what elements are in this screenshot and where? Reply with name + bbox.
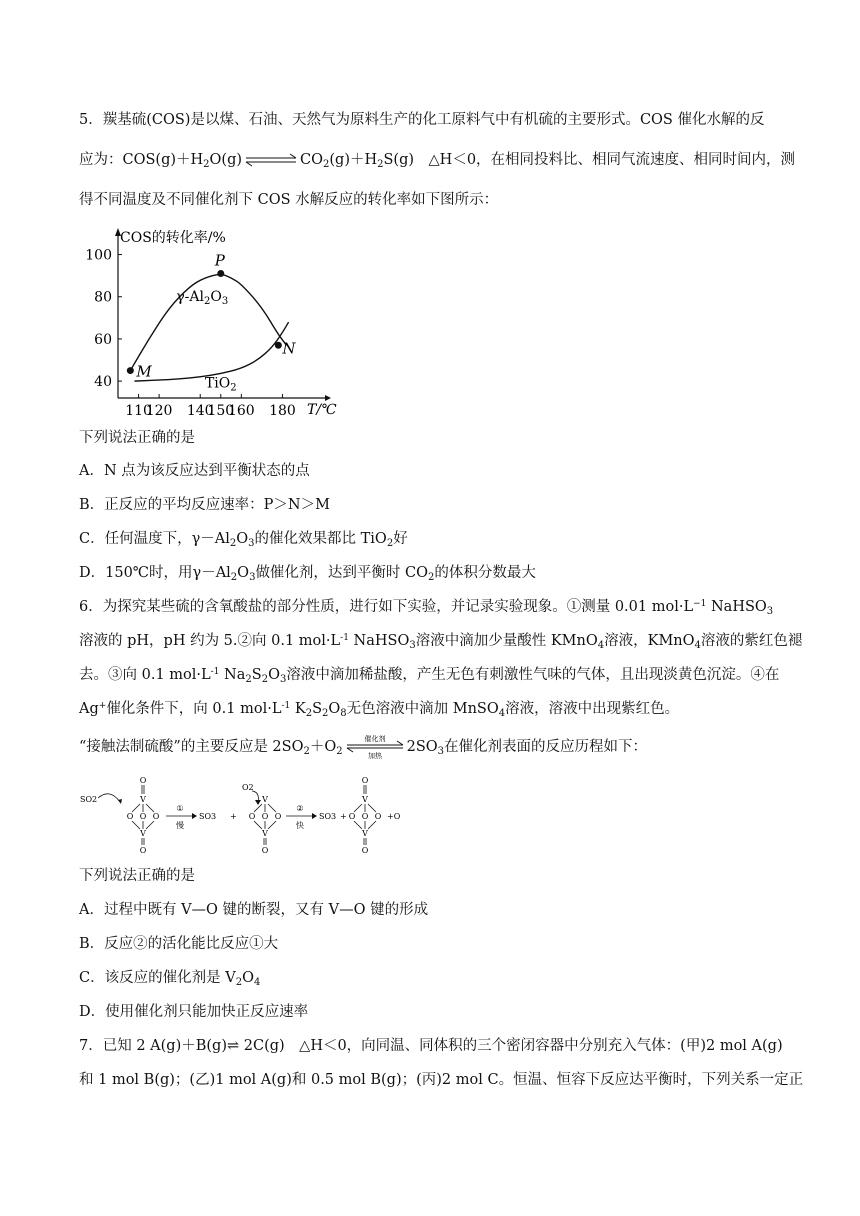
q5-option-d[interactable]: D．150℃时，用$\gamma-Al_2O_3$做催化剂，达到平衡时 $CO_2$的体积分数最大 — [79, 565, 536, 583]
point-label-M: M — [136, 362, 152, 381]
svg-text:O: O — [139, 846, 147, 854]
q5-stem-line-3: 得不同温度及不同催化剂下 COS 水解反应的转化率如下图所示： — [79, 192, 499, 208]
point-N — [275, 342, 282, 349]
catalytic-equilibrium-arrow-icon — [343, 737, 407, 757]
q6-stem-line-3: 去。③向 0.1 $mol\cdot L^{-1}$ $Na_2S_2O_3$溶液中滴加稀盐酸，产生无色有刺激性气味的气体，且出现淡黄色沉淀。④在 — [79, 667, 780, 685]
q6-stem-line-2: 溶液的 pH，pH 约为 5.②向 0.1 $mol\cdot L^{-1}$ NaHSO$_3$溶液中滴加少量酸性 KMnO$_4$溶液，KMnO$_4$溶液的紫红色褪 — [79, 633, 803, 651]
svg-text:+: + — [230, 812, 237, 821]
v2o5-structure-2 — [349, 776, 382, 854]
y-tick-label: 80 — [94, 289, 112, 306]
equilibrium-arrow-icon — [242, 150, 300, 170]
q5-prompt: 下列说法正确的是 — [79, 430, 195, 446]
svg-text:①: ① — [176, 804, 184, 813]
x-tick-label: 160 — [227, 403, 255, 418]
q7-stem-line-1: 7．已知 2 A(g)＋B(g)⇌ 2C(g) △H＜0，向同温、同体积的三个密闭容器中分别充入气体：(甲)2 mol A(g) — [79, 1038, 783, 1054]
svg-text:O: O — [261, 846, 269, 854]
svg-text:V: V — [140, 829, 146, 838]
q5-stem-line-2: 应为：$COS(g)+H_2O(g)$ $CO_2(g)+H_2S(g)$ △H＜0，在相同投料比、相同气流速度、相同时间内，测 — [79, 152, 796, 170]
x-tick-label: 110 — [125, 403, 152, 418]
svg-text:O: O — [139, 776, 147, 785]
svg-text:V: V — [362, 795, 368, 804]
svg-text:O: O — [126, 812, 134, 821]
svg-text:+O: +O — [387, 812, 401, 821]
x-tick-label: 180 — [269, 403, 296, 418]
svg-text:O: O — [274, 812, 282, 821]
point-label-P: P — [214, 251, 225, 270]
q6-stem-line-1: 6．为探究某些硫的含氧酸盐的部分性质，进行如下实验，并记录实验现象。①测量 0.01 $mol\cdot L^{-1}$ NaHSO$_3$ — [79, 599, 774, 617]
series-label-tio2: TiO$_2$ — [204, 375, 237, 394]
q7-stem-line-2: 和 1 mol B(g)；(乙)1 mol A(g)和 0.5 mol B(g)；(丙)2 mol C。恒温、恒容下反应达平衡时，下列关系一定正 — [79, 1072, 804, 1088]
q6-stem-line-5: “接触法制硫酸”的主要反应是 $2SO_2+O_2$ 催化剂 加热 $2SO_3$在催化剂表面的反应历程如下： — [79, 735, 648, 759]
series-line-2 — [134, 322, 288, 381]
x-tick-label: 120 — [145, 403, 173, 418]
svg-text:V: V — [362, 829, 368, 838]
svg-text:O: O — [248, 812, 256, 821]
reaction-mechanism-diagram — [80, 774, 420, 854]
svg-text:O: O — [261, 812, 269, 821]
svg-text:O: O — [361, 846, 369, 854]
v2o5-structure-1 — [127, 776, 160, 854]
svg-text:+: + — [340, 812, 347, 821]
svg-text:O: O — [374, 812, 382, 821]
q6-option-b[interactable]: B．反应②的活化能比反应①大 — [79, 936, 279, 952]
q6-option-c[interactable]: C．该反应的催化剂是 $V_2O_4$ — [79, 970, 261, 988]
svg-text:加热: 加热 — [367, 752, 382, 759]
svg-text:②: ② — [296, 804, 304, 813]
y-axis-label: COS的转化率/% — [120, 230, 226, 246]
q5-option-a[interactable]: A．N 点为该反应达到平衡状态的点 — [79, 463, 310, 479]
svg-text:V: V — [262, 795, 268, 804]
svg-text:V: V — [140, 795, 146, 804]
x-axis-label: T/℃ — [307, 402, 337, 418]
x-tick-label: 140 — [186, 403, 214, 418]
point-M — [127, 367, 134, 374]
svg-text:SO3: SO3 — [319, 812, 337, 821]
q5-option-b[interactable]: B．正反应的平均反应速率：P＞N＞M — [79, 497, 330, 513]
series-label-al2o3: $\gamma-Al_2O_3$ — [176, 288, 229, 307]
y-tick-label: 100 — [85, 247, 112, 264]
q6-stem-line-4: Ag+催化条件下，向 0.1 $mol\cdot L^{-1}$ $K_2S_2O_8$无色溶液中滴加 MnSO$_4$溶液，溶液中出现紫红色。 — [79, 701, 680, 719]
q6-option-a[interactable]: A．过程中既有 V—O 键的断裂，又有 V—O 键的形成 — [79, 902, 429, 918]
svg-text:O: O — [361, 776, 369, 785]
q5-option-c[interactable]: C．任何温度下，$\gamma-Al_2O_3$的催化效果都比 TiO$_2$好 — [79, 531, 408, 549]
svg-text:慢: 慢 — [176, 821, 184, 830]
svg-text:O: O — [348, 812, 356, 821]
svg-text:V: V — [262, 829, 268, 838]
x-tick-label: 150 — [207, 403, 235, 418]
svg-text:SO3: SO3 — [199, 812, 217, 821]
q6-prompt: 下列说法正确的是 — [79, 868, 195, 884]
q6-option-d[interactable]: D．使用催化剂只能加快正反应速率 — [79, 1004, 309, 1020]
svg-text:O: O — [152, 812, 160, 821]
svg-text:O2: O2 — [242, 783, 254, 792]
conversion-rate-chart — [78, 222, 348, 418]
svg-text:O: O — [361, 812, 369, 821]
svg-text:催化剂: 催化剂 — [364, 735, 386, 743]
point-label-N: N — [282, 339, 296, 358]
y-tick-label: 60 — [94, 331, 112, 348]
x-axis-arrow-icon — [325, 395, 331, 401]
svg-text:O: O — [139, 812, 147, 821]
q5-stem-line-1: 5．羰基硫(COS)是以煤、石油、天然气为原料生产的化工原料气中有机硫的主要形式。COS 催化水解的反 — [79, 112, 765, 128]
v2o4-structure — [249, 795, 282, 854]
y-tick-label: 40 — [94, 374, 112, 391]
svg-text:SO2: SO2 — [80, 795, 98, 804]
svg-text:快: 快 — [296, 821, 304, 830]
point-P — [217, 270, 224, 277]
